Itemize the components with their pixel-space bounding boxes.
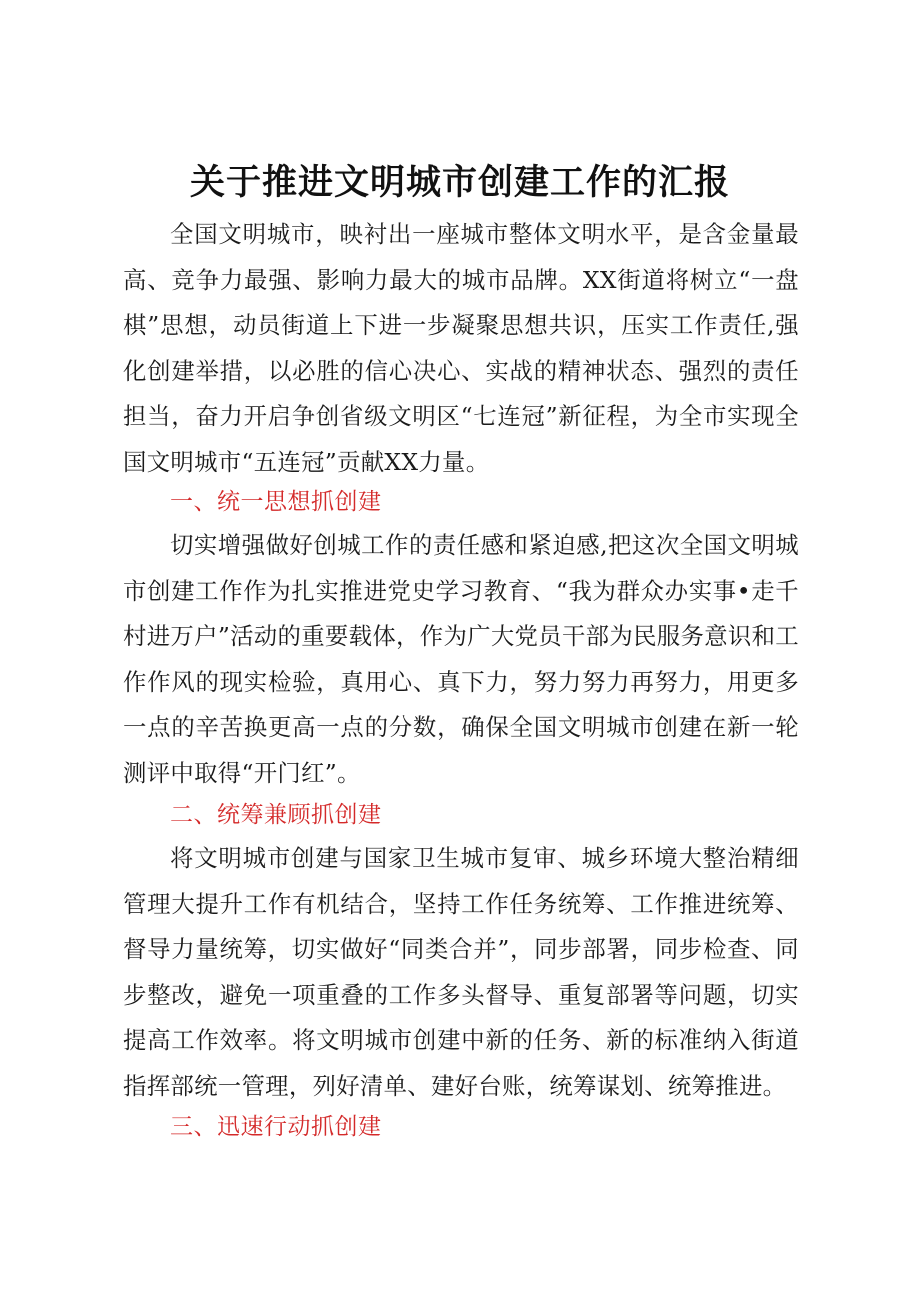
- section-heading-2: 二、统筹兼顾抓创建: [170, 802, 382, 828]
- section-heading-1: 一、统一思想抓创建: [170, 489, 382, 515]
- section-body-1: 切实增强做好创城工作的责任感和紧迫感,把这次全国文明城市创建工作作为扎实推进党史学习教育、“我为群众办实事•走千村进万户”活动的重要载体，作为广大党员干部为民服务意识和工作作风的现实检验，真用心、真下力，努力努力再努力，用更多一点的辛苦换更高一点的分数，确保全国文明城市创建在新一轮测评中取得“开门红”。: [123, 531, 799, 787]
- intro-paragraph: 全国文明城市，映衬出一座城市整体文明水平，是含金量最高、竞争力最强、影响力最大的城市品牌。XX街道将树立“一盘棋”思想，动员街道上下进一步凝聚思想共识，压实工作责任,强化创建举措，以必胜的信心决心、实战的精神状态、强烈的责任担当，奋力开启争创省级文明区“七连冠”新征程，为全市实现全国文明城市“五连冠”贡献XX力量。: [123, 220, 799, 476]
- section-body-2: 将文明城市创建与国家卫生城市复审、城乡环境大整治精细管理大提升工作有机结合，坚持工作任务统筹、工作推进统筹、督导力量统筹，切实做好“同类合并”，同步部署，同步检查、同步整改，避免一项重叠的工作多头督导、重复部署等问题，切实提高工作效率。将文明城市创建中新的任务、新的标准纳入街道指挥部统一管理，列好清单、建好台账，统筹谋划、统筹推进。: [123, 844, 799, 1100]
- section-heading-3: 三、迅速行动抓创建: [170, 1114, 382, 1140]
- document-title: 关于推进文明城市创建工作的汇报: [189, 163, 730, 203]
